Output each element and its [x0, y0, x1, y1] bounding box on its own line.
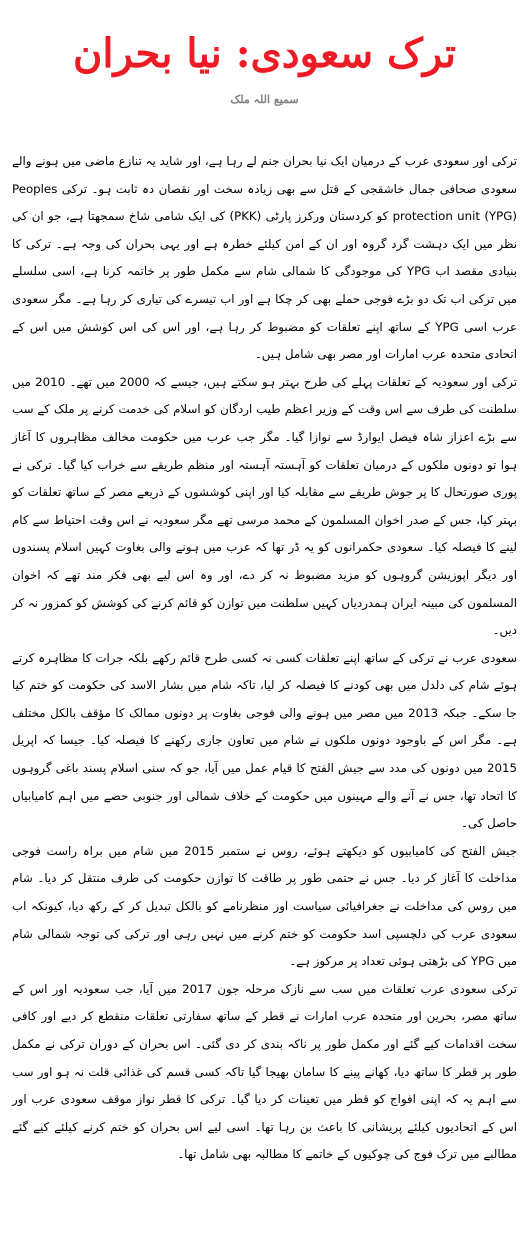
paragraph-5: ترکی سعودی عرب تعلقات میں سب سے نازک مرحلہ جون 2017 میں آیا، جب سعودیہ اور اس کے ساتھ مصر، بحرین اور متحدہ عرب امارات نے قطر کے ساتھ سفارتی تعلقات منقطع کر دیے اور کافی سخت اقدامات کیے گئے اور مکمل طور پر ناکہ بندی کر دی گئی۔ اس بحران کے دوران ترکی نے مکمل طور پر قطر کا ساتھ دیا، کھانے پینے کا سامان بھیجا گیا تاکہ کسی قسم کی غذائی قلت نہ ہو اور سب سے اہم یہ کہ اپنی افواج کو قطر میں تعینات کر دیا گیا۔ ترکی کا قطر نواز موقف سعودی عرب اور اس کے اتحادیوں کیلئے پریشانی کا باعث بن رہا تھا۔ اسی لیے اس بحران کو ختم کرنے کیلئے کیے گئے مطالبے میں ترک فوج کی چوکیوں کے خاتمے کا مطالبہ بھی شامل تھا۔ [12, 981, 517, 1162]
paragraph-4: جیش الفتح کی کامیابیوں کو دیکھتے ہوئے، روس نے ستمبر 2015 میں شام میں براہ راست فوجی مداخلت کا آغاز کر دیا۔ جس نے حتمی طور پر طاقت کا توازن حکومت کی طرف منتقل کر دیا۔ شام میں روس کی مداخلت نے جغرافیائی سیاست اور منظرنامے کو بالکل تبدیل کر کے رکھ دیا، کیونکہ اب سعودی عرب کی دلچسپی اسد حکومت کو ختم کرنے میں نہیں رہی اور ترکی کی توجہ شمالی شام میں YPG کی بڑھتی ہوئی تعداد پر مرکوز ہے۔ [12, 843, 517, 969]
page-title: ترک سعودی: نیا بحران [72, 30, 457, 77]
article-body [12, 148, 517, 1169]
paragraph-2: ترکی اور سعودیہ کے تعلقات پہلے کی طرح بہتر ہو سکتے ہیں، جیسے کہ 2000 میں تھے۔ 2010 میں سلطنت کی طرف سے اس وقت کے وزیر اعظم طیب اردگان کو اسلام کی خدمت کرنے پر ملک کے سب سے بڑے اعزاز شاہ فیصل ایوارڈ سے نوازا گیا۔ مگر جب عرب میں حکومت مخالف مظاہروں کا آغاز ہوا تو دونوں ملکوں کے درمیان تعلقات کو آہستہ آہستہ اور منظم طریقے سے خراب کیا گیا۔ ترکی نے پوری صورتحال کا پر جوش طریقے سے مقابلہ کیا اور اپنی کوششوں کے ذریعے مصر کے ساتھ تعلقات کو بہتر کیا، جس کے صدر اخوان المسلمون کے محمد مرسی تھے مگر سعودیہ نے اس وقت احتیاط سے کام لینے کا فیصلہ کیا۔ سعودی حکمرانوں کو یہ ڈر تھا کہ عرب میں ہونے والی بغاوت کہیں اسلام پسندوں اور دیگر اپوزیشن گروہوں کو مزید مضبوط نہ کر دے، اور وہ اس لیے بھی فکر مند تھے کہ اخوان المسلمون کی مبینہ ایران ہمدردیاں کہیں سلطنت میں توازن کو قائم کرنے کی کوشش کو کمزور نہ کر دیں۔ [12, 374, 518, 638]
paragraph-1: ترکی اور سعودی عرب کے درمیان ایک نیا بحران جنم لے رہا ہے، اور شاید یہ تنازع ماضی میں ہونے والے سعودی صحافی جمال خاشقجی کے قتل سے بھی زیادہ سخت اور نقصان دہ ثابت ہو۔ ترکی Peoples protection unit (YPG) کو کردستان ورکرز پارٹی (PKK) کی ایک شامی شاخ سمجھتا ہے، جو ان کی نظر میں ایک دہشت گرد گروہ اور ان کے امن کیلئے خطرہ ہے اور یہی بحران کی وجہ ہے۔ ترکی کا بنیادی مقصد اب YPG کی موجودگی کا شمالی شام سے مکمل طور پر خاتمہ کرنا ہے، اسی سلسلے میں ترکی اب تک دو بڑے فوجی حملے بھی کر چکا ہے اور اب تیسرے کی تیاری کر رہا ہے۔ مگر سعودی عرب اسی YPG کے ساتھ اپنے تعلقات کو مضبوط کر رہا ہے، اور اس کی اس کوشش میں اس کے اتحادی متحدہ عرب امارات اور مصر بھی شامل ہیں۔ [12, 154, 517, 362]
paragraph-3: سعودی عرب نے ترکی کے ساتھ اپنے تعلقات کسی نہ کسی طرح قائم رکھے بلکہ جرات کا مظاہرہ کرتے ہوئے شام کی دلدل میں بھی کودنے کا فیصلہ کر لیا، تاکہ شام میں بشار الاسد کی حکومت کو ختم کیا جا سکے۔ جبکہ 2013 میں مصر میں ہونے والی فوجی بغاوت پر دونوں ممالک کا مؤقف بالکل مختلف ہے۔ مگر اس کے باوجود دونوں ملکوں نے شام میں تعاون جاری رکھنے کا فیصلہ کیا۔ جیسا کہ اپریل 2015 میں دونوں کی مدد سے جیش الفتح کا قیام عمل میں آیا، جو کہ سنی اسلام پسند باغی گروہوں کا اتحاد تھا، جس نے آنے والے مہینوں میں حکومت کے خلاف شمالی اور جنوبی حصے میں اہم کامیابیاں حاصل کی۔ [12, 650, 517, 831]
author-byline: سمیع اللہ ملک [230, 93, 299, 106]
